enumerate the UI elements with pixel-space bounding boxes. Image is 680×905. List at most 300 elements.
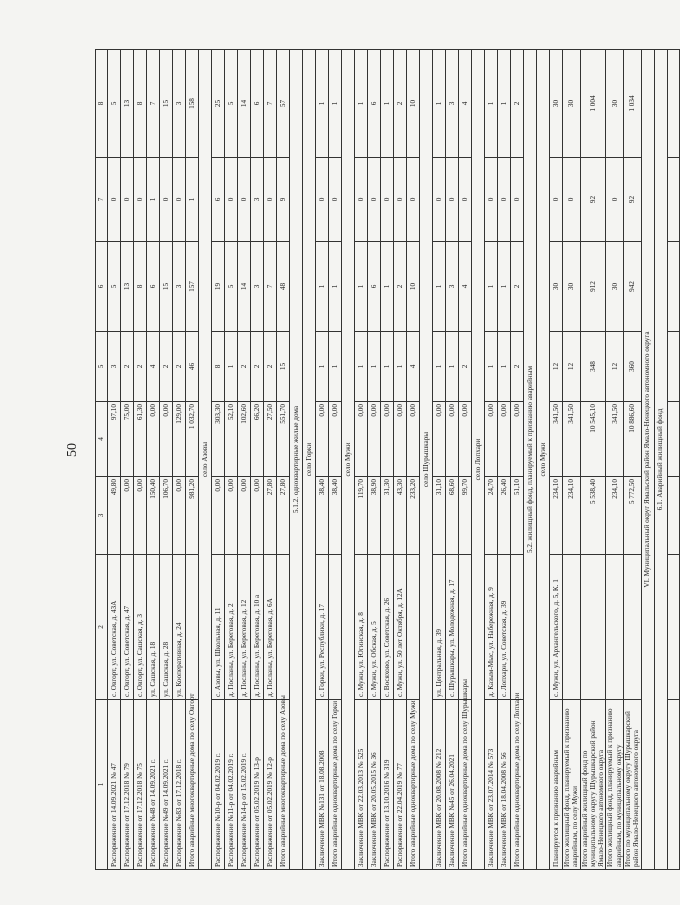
value-cell: 2 [160, 332, 173, 402]
document-cell: Заключение МВК от 18.04.2008 № 56 [498, 700, 511, 870]
document-cell: Распоряжение №48 от 14.09.2021 г. [147, 700, 160, 870]
value-cell: 0,00 [134, 477, 147, 555]
value-cell: 0 [511, 158, 524, 242]
value-cell: 0,00 [394, 402, 407, 477]
value-cell: 1 [316, 50, 329, 158]
value-cell: 0,00 [147, 402, 160, 477]
value-cell: 1 [316, 242, 329, 332]
value-cell: 0 [121, 158, 134, 242]
table-row [485, 50, 498, 870]
value-cell: 0 [355, 158, 368, 242]
document-cell: Итого аварийные многоквартирные дома по селу Овгорт [186, 700, 199, 870]
address-cell: с. Овгорт, ул. Советская, д. 47 [121, 555, 134, 700]
value-cell: 0 [606, 158, 624, 242]
table-row [108, 50, 121, 870]
table-row [121, 50, 134, 870]
value-cell: 3 [251, 158, 264, 242]
value-cell: 0 [264, 158, 277, 242]
value-cell: 0 [407, 158, 420, 242]
section-title: VI. Муниципальный округ Ямальский район Ямало-Ненецкого автономного округа [641, 50, 654, 870]
value-cell: 97,10 [108, 402, 121, 477]
document-cell: Распоряжение №83 от 17.12.2018 г. [173, 700, 186, 870]
value-cell: 66,20 [251, 402, 264, 477]
value-cell: 1 [355, 242, 368, 332]
section-title: 5.2. жилищный фонд, планируемый к признанию аварийным [524, 50, 537, 870]
value-cell: 14 [238, 242, 251, 332]
value-cell: 0 [316, 158, 329, 242]
address-cell [606, 555, 624, 700]
value-cell: 9 [277, 158, 290, 242]
value-cell: 92 [580, 158, 606, 242]
value-cell: 1 [433, 242, 446, 332]
value-cell: 2 [251, 332, 264, 402]
value-cell: 52,10 [225, 402, 238, 477]
table-row [134, 50, 147, 870]
section-row [654, 50, 667, 870]
value-cell: 1 [329, 50, 342, 158]
value-cell: 43,30 [394, 477, 407, 555]
value-cell: 234,10 [606, 477, 624, 555]
value-cell: 3 [108, 332, 121, 402]
address-cell: с. Азовы, ул. Школьная, д. 11 [212, 555, 225, 700]
value-cell: 0,00 [355, 402, 368, 477]
value-cell: 12 [550, 332, 563, 402]
value-cell: 1 [225, 332, 238, 402]
value-cell: 0 [550, 158, 563, 242]
value-cell: 0,00 [316, 402, 329, 477]
value-cell: 0 [329, 158, 342, 242]
table-row [355, 50, 368, 870]
value-cell: 0 [485, 158, 498, 242]
value-cell: 0 [394, 158, 407, 242]
value-cell: 1 [433, 50, 446, 158]
value-cell: 0,00 [238, 477, 251, 555]
value-cell: 2 [173, 332, 186, 402]
section-title: село Азовы [199, 50, 212, 870]
value-cell: 57 [277, 50, 290, 158]
address-cell [580, 555, 606, 700]
value-cell: 38,40 [329, 477, 342, 555]
value-cell: 0 [160, 158, 173, 242]
address-cell [563, 555, 581, 700]
value-cell: 10 886,60 [623, 402, 641, 477]
value-cell: 24,70 [485, 477, 498, 555]
value-cell: 0 [238, 158, 251, 242]
value-cell: 38,90 [368, 477, 381, 555]
value-cell: 0,00 [498, 402, 511, 477]
document-cell: Итого аварийный жилищный фонд по муниципальному округу Шурышкарский район Ямало-Ненецкого автономного округа [580, 700, 606, 870]
table-row [381, 50, 394, 870]
value-cell: 1 [433, 332, 446, 402]
value-cell: 1 032,70 [186, 402, 199, 477]
section-row [472, 50, 485, 870]
value-cell: 4 [459, 242, 472, 332]
empty-cell [667, 158, 679, 242]
section-row [537, 50, 550, 870]
section-title: село Мужи [537, 50, 550, 870]
document-cell: Итого по муниципальному округу Шурышкарский район Ямало-Ненецкого автономного округа [623, 700, 641, 870]
value-cell: 7 [264, 50, 277, 158]
address-cell: д. Посланы, ул. Береговая, д. 10 а [251, 555, 264, 700]
document-cell: Заключение МВК №131 от 18.08.2008 [316, 700, 329, 870]
value-cell: 5 [108, 242, 121, 332]
address-cell: с. Мужи, ул. Югинская, д. 8 [355, 555, 368, 700]
address-cell: с. Мужи, ул. 50 лет Октября, д. 12А [394, 555, 407, 700]
section-row [290, 50, 303, 870]
document-cell: Распоряжение от 17.12.2018 № 79 [121, 700, 134, 870]
value-cell: 2 [394, 50, 407, 158]
value-cell: 1 [329, 242, 342, 332]
value-cell: 0,00 [459, 402, 472, 477]
address-cell: д. Посланы, ул. Береговая, д. 6А [264, 555, 277, 700]
table-row [550, 50, 563, 870]
value-cell: 38,40 [316, 477, 329, 555]
value-cell: 0,00 [173, 477, 186, 555]
empty-cell [667, 242, 679, 332]
value-cell: 5 538,40 [580, 477, 606, 555]
section-row [420, 50, 433, 870]
value-cell: 5 [225, 242, 238, 332]
table-row [580, 50, 606, 870]
table-row [316, 50, 329, 870]
value-cell: 150,40 [147, 477, 160, 555]
value-cell: 6 [368, 50, 381, 158]
table-row [212, 50, 225, 870]
value-cell: 102,60 [238, 402, 251, 477]
empty-row [667, 50, 679, 870]
header-cell: 7 [96, 158, 108, 242]
document-cell: Распоряжение от 22.04.2019 № 77 [394, 700, 407, 870]
table-row [498, 50, 511, 870]
table-row [160, 50, 173, 870]
value-cell: 303,30 [212, 402, 225, 477]
value-cell: 106,70 [160, 477, 173, 555]
value-cell: 551,70 [277, 402, 290, 477]
value-cell: 6 [212, 158, 225, 242]
section-row [342, 50, 355, 870]
value-cell: 2 [459, 332, 472, 402]
value-cell: 341,50 [550, 402, 563, 477]
value-cell: 6 [147, 242, 160, 332]
header-row [96, 50, 108, 870]
value-cell: 1 [355, 332, 368, 402]
value-cell: 0 [108, 158, 121, 242]
value-cell: 2 [121, 332, 134, 402]
address-cell [407, 555, 420, 700]
value-cell: 0,00 [212, 477, 225, 555]
document-cell: Распоряжение от 13.10.2016 № 319 [381, 700, 394, 870]
address-cell: д. Посланы, ул. Береговая, д. 12 [238, 555, 251, 700]
address-cell: д. Казым-Мыс, ул. Набережная, д. 9 [485, 555, 498, 700]
value-cell: 92 [623, 158, 641, 242]
value-cell: 31,30 [381, 477, 394, 555]
section-row [199, 50, 212, 870]
section-title: село Мужи [342, 50, 355, 870]
value-cell: 13 [121, 50, 134, 158]
empty-cell [667, 402, 679, 477]
value-cell: 0 [381, 158, 394, 242]
value-cell: 0,00 [368, 402, 381, 477]
document-cell: Итого жилищный фонд, планируемый к признанию аварийным, по муниципальному округу [606, 700, 624, 870]
value-cell: 1 [381, 242, 394, 332]
value-cell: 1 [446, 332, 459, 402]
table-row [173, 50, 186, 870]
value-cell: 360 [623, 332, 641, 402]
table-row [563, 50, 581, 870]
value-cell: 2 [134, 332, 147, 402]
table-row [623, 50, 641, 870]
value-cell: 5 [225, 50, 238, 158]
value-cell: 7 [147, 50, 160, 158]
value-cell: 27,50 [264, 402, 277, 477]
value-cell: 30 [550, 242, 563, 332]
table-row [251, 50, 264, 870]
value-cell: 10 545,10 [580, 402, 606, 477]
value-cell: 0,00 [160, 402, 173, 477]
value-cell: 2 [238, 332, 251, 402]
table-row [264, 50, 277, 870]
address-cell: с. Овгорт, ул. Советская, д. 43А [108, 555, 121, 700]
table-row [329, 50, 342, 870]
value-cell: 19 [212, 242, 225, 332]
value-cell: 1 034 [623, 50, 641, 158]
address-cell [511, 555, 524, 700]
value-cell: 1 [498, 50, 511, 158]
document-cell: Итого аварийные многоквартирные дома по селу Азовы [277, 700, 290, 870]
value-cell: 99,70 [459, 477, 472, 555]
value-cell: 3 [446, 50, 459, 158]
value-cell: 2 [394, 242, 407, 332]
value-cell: 0 [134, 158, 147, 242]
value-cell: 0,00 [433, 402, 446, 477]
section-row [303, 50, 316, 870]
value-cell: 4 [459, 50, 472, 158]
table-row [147, 50, 160, 870]
value-cell: 1 [498, 332, 511, 402]
address-cell: с. Мужи, ул. Архангельского, д. 5, К. 1 [550, 555, 563, 700]
address-cell [459, 555, 472, 700]
address-cell: ул. Кооперативная, д. 24 [173, 555, 186, 700]
table-row [186, 50, 199, 870]
value-cell: 15 [160, 242, 173, 332]
value-cell: 1 [485, 242, 498, 332]
table-row [459, 50, 472, 870]
header-cell: 5 [96, 332, 108, 402]
page-number: 50 [65, 443, 80, 457]
value-cell: 0 [563, 158, 581, 242]
address-cell: ул. Центральная, д. 39 [433, 555, 446, 700]
header-cell: 4 [96, 402, 108, 477]
value-cell: 27,80 [264, 477, 277, 555]
value-cell: 1 [316, 332, 329, 402]
document-cell: Итого аварийные одноквартирные дома по селу Горки [329, 700, 342, 870]
address-cell [329, 555, 342, 700]
value-cell: 0 [459, 158, 472, 242]
document-cell: Итого аварийные одноквартирные дома по селу Шурышкары [459, 700, 472, 870]
section-title: село Лопхари [472, 50, 485, 870]
value-cell: 10 [407, 50, 420, 158]
value-cell: 3 [173, 242, 186, 332]
value-cell: 5 772,50 [623, 477, 641, 555]
section-title: 5.1.2. одноквартирные жилые дома [290, 50, 303, 870]
document-cell: Итого жилищный фонд, планируемый к признанию аварийным, по селу Мужи [563, 700, 581, 870]
value-cell: 0,00 [485, 402, 498, 477]
header-cell: 8 [96, 50, 108, 158]
document-cell: Распоряжение от 05.02.2019 № 13-р [251, 700, 264, 870]
document-cell: Распоряжение №49 от 14.09.2021 г. [160, 700, 173, 870]
value-cell: 1 [186, 158, 199, 242]
value-cell: 7 [264, 242, 277, 332]
document-cell: Распоряжение от 05.02.2019 № 12-р [264, 700, 277, 870]
value-cell: 1 [147, 158, 160, 242]
address-cell: ул. Сашская, д. 28 [160, 555, 173, 700]
value-cell: 6 [251, 50, 264, 158]
rotated-table-container [95, 50, 665, 870]
value-cell: 8 [134, 242, 147, 332]
value-cell: 5 [108, 50, 121, 158]
document-cell: Заключение МВК от 22.03.2013 № 525 [355, 700, 368, 870]
document-cell: Распоряжение №11-р от 04.02.2019 г. [225, 700, 238, 870]
section-title: 6.1. Аварийный жилищный фонд [654, 50, 667, 870]
header-cell: 2 [96, 555, 108, 700]
value-cell: 2 [511, 50, 524, 158]
value-cell: 912 [580, 242, 606, 332]
value-cell: 10 [407, 242, 420, 332]
empty-cell [667, 700, 679, 870]
value-cell: 0,00 [121, 477, 134, 555]
section-row [641, 50, 654, 870]
value-cell: 30 [563, 242, 581, 332]
value-cell: 1 [394, 332, 407, 402]
address-cell: ул. Сашская, д. 18 [147, 555, 160, 700]
address-cell: д. Посланы, ул. Береговая, д. 2 [225, 555, 238, 700]
value-cell: 61,30 [134, 402, 147, 477]
document-cell: Распоряжение от 17.12.2018 № 75 [134, 700, 147, 870]
document-cell: Итого аварийные одноквартирные дома по селу Лопхари [511, 700, 524, 870]
value-cell: 46 [186, 332, 199, 402]
value-cell: 0 [498, 158, 511, 242]
address-cell: с. Лопхари, ул. Советская, д. 39 [498, 555, 511, 700]
value-cell: 13 [121, 242, 134, 332]
value-cell: 0,00 [329, 402, 342, 477]
value-cell: 233,20 [407, 477, 420, 555]
value-cell: 30 [563, 50, 581, 158]
section-title: село Горки [303, 50, 316, 870]
value-cell: 341,50 [563, 402, 581, 477]
document-cell: Распоряжение от 14.09.2021 № 47 [108, 700, 121, 870]
empty-cell [667, 555, 679, 700]
value-cell: 2 [264, 332, 277, 402]
address-cell: с. Восяхово, ул. Советская, д. 26 [381, 555, 394, 700]
value-cell: 1 [368, 332, 381, 402]
address-cell [277, 555, 290, 700]
value-cell: 49,80 [108, 477, 121, 555]
value-cell: 341,50 [606, 402, 624, 477]
value-cell: 14 [238, 50, 251, 158]
document-cell: Заключение МВК от 20.05.2015 № 36 [368, 700, 381, 870]
empty-cell [667, 332, 679, 402]
value-cell: 30 [606, 242, 624, 332]
value-cell: 234,10 [550, 477, 563, 555]
value-cell: 0 [173, 158, 186, 242]
value-cell: 0 [225, 158, 238, 242]
value-cell: 12 [606, 332, 624, 402]
document-cell: Заключение МВК №45 от 26.04.2021 [446, 700, 459, 870]
value-cell: 3 [446, 242, 459, 332]
value-cell: 30 [550, 50, 563, 158]
address-cell [186, 555, 199, 700]
header-cell: 3 [96, 477, 108, 555]
address-cell: с. Шурышкары, ул. Молодежная, д. 17 [446, 555, 459, 700]
document-cell: Итого аварийные одноквартирные дома по селу Мужи [407, 700, 420, 870]
value-cell: 1 [355, 50, 368, 158]
address-cell: с. Горки, ул. Республики, д. 17 [316, 555, 329, 700]
value-cell: 0,00 [446, 402, 459, 477]
value-cell: 48 [277, 242, 290, 332]
value-cell: 68,60 [446, 477, 459, 555]
table-row [446, 50, 459, 870]
value-cell: 942 [623, 242, 641, 332]
value-cell: 4 [147, 332, 160, 402]
table-row [394, 50, 407, 870]
address-cell: с. Мужи, ул. Обская, д. 5 [368, 555, 381, 700]
empty-cell [667, 50, 679, 158]
value-cell: 234,10 [563, 477, 581, 555]
value-cell: 51,10 [511, 477, 524, 555]
empty-cell [667, 477, 679, 555]
header-cell: 6 [96, 242, 108, 332]
value-cell: 0 [433, 158, 446, 242]
document-cell: Распоряжение №14-р от 15.02.2019 г. [238, 700, 251, 870]
table-row [368, 50, 381, 870]
value-cell: 2 [511, 332, 524, 402]
document-cell: Заключение МВК от 23.07.2014 № 573 [485, 700, 498, 870]
value-cell: 3 [251, 242, 264, 332]
document-cell: Заключение МВК от 20.08.2008 № 212 [433, 700, 446, 870]
value-cell: 0,00 [511, 402, 524, 477]
value-cell: 0,00 [225, 477, 238, 555]
table-row [407, 50, 420, 870]
document-cell: Планируется к признанию аварийным [550, 700, 563, 870]
table-row [606, 50, 624, 870]
value-cell: 158 [186, 50, 199, 158]
table-row [511, 50, 524, 870]
value-cell: 0 [368, 158, 381, 242]
value-cell: 1 [381, 332, 394, 402]
value-cell: 0,00 [407, 402, 420, 477]
housing-table [95, 49, 680, 870]
value-cell: 129,00 [173, 402, 186, 477]
table-row [277, 50, 290, 870]
value-cell: 26,40 [498, 477, 511, 555]
value-cell: 31,10 [433, 477, 446, 555]
value-cell: 0,00 [381, 402, 394, 477]
address-cell: с. Овгорт, ул. Сашская, д. 3 [134, 555, 147, 700]
section-title: село Шурышкары [420, 50, 433, 870]
value-cell: 4 [407, 332, 420, 402]
value-cell: 981,20 [186, 477, 199, 555]
value-cell: 1 [329, 332, 342, 402]
value-cell: 1 [485, 50, 498, 158]
value-cell: 1 [381, 50, 394, 158]
value-cell: 119,70 [355, 477, 368, 555]
value-cell: 15 [160, 50, 173, 158]
value-cell: 1 [485, 332, 498, 402]
value-cell: 15 [277, 332, 290, 402]
section-row [524, 50, 537, 870]
address-cell [623, 555, 641, 700]
table-row [225, 50, 238, 870]
